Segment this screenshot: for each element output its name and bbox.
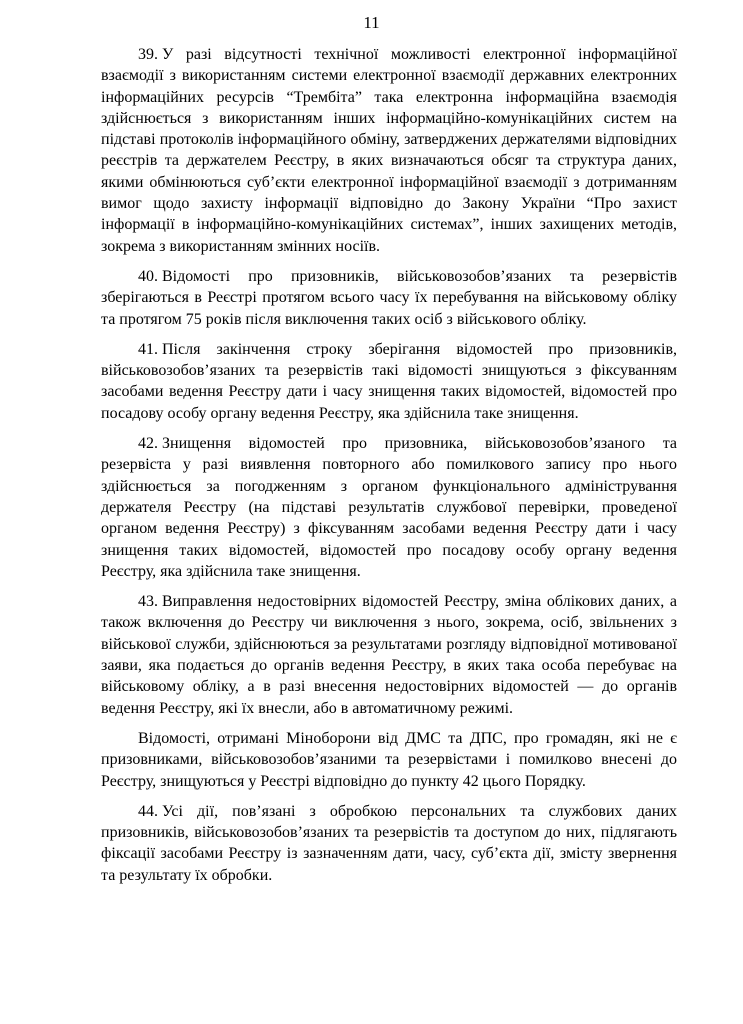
- paragraph-number: 44.: [138, 802, 158, 820]
- paragraph-text: Виправлення недостовірних відомостей Реєстру, зміна облікових даних, а також включення до Реєстру чи виключення з нього, зокрема, осіб, звільнених з військової служби, здійснюються за результатами розгляду відповідної мотивованої заяви, яка подається до органів ведення Реєстру, в яких така особа перебуває на військовому обліку, а в разі внесення недостовірних відомостей — до органів ведення Реєстру, які їх внесли, або в автоматичному режимі.: [101, 593, 677, 717]
- paragraph-number: 39.: [138, 46, 158, 63]
- paragraph-43-continuation: [101, 728, 677, 792]
- paragraph-text: У разі відсутності технічної можливості електронної інформаційної взаємодії з використанням системи електронної взаємодії державних електронних інформаційних ресурсів “Трембіта” така електронна інформаційна взаємодія здійснюється з використанням інших інформаційно-комунікаційних систем на підставі протоколів інформаційного обміну, затверджених держателями відповідних реєстрів та держателем Реєстру, в яких визначаються обсяг та структура даних, якими обмінюються суб’єкти електронної інформаційної взаємодії з дотриманням вимог щодо захисту інформації відповідно до Закону України “Про захист інформації в інформаційно-комунікаційних системах”, інших захищених методів, зокрема з використанням змінних носіїв.: [101, 46, 677, 255]
- paragraph-43: [101, 591, 677, 719]
- paragraph-number: 41.: [138, 340, 158, 358]
- paragraph-number: 43.: [138, 593, 158, 611]
- paragraph-41: [101, 339, 677, 424]
- paragraph-number: 40.: [138, 267, 158, 285]
- paragraph-44: [101, 801, 677, 886]
- paragraph-42: [101, 433, 677, 582]
- document-body: [101, 44, 677, 886]
- page-number: 11: [363, 13, 380, 32]
- paragraph-text: Усі дії, пов’язані з обробкою персональних та службових даних призовників, військовозобов’язаних та резервістів та доступом до них, підлягають фіксації засобами Реєстру із зазначенням дати, часу, суб’єкта дії, змісту звернення та результату їх обробки.: [101, 802, 677, 884]
- paragraph-39: [101, 44, 677, 257]
- paragraph-text: Відомості про призовників, військовозобов’язаних та резервістів зберігаються в Реєстрі протягом всього часу їх перебування на військовому обліку та протягом 75 років після виключення таких осіб з військового обліку.: [101, 267, 677, 328]
- paragraph-text: Після закінчення строку зберігання відомостей про призовників, військовозобов’язаних та резервістів такі відомості знищуються з фіксуванням засобами ведення Реєстру дати і часу знищення таких відомостей, відомостей про посадову особу органу ведення Реєстру, яка здійснила таке знищення.: [101, 340, 677, 422]
- paragraph-text: Відомості, отримані Міноборони від ДМС та ДПС, про громадян, які не є призовниками, військовозобов’язаними та резервістами і помилково внесені до Реєстру, знищуються у Реєстрі відповідно до пункту 42 цього Порядку.: [101, 729, 677, 790]
- paragraph-40: [101, 266, 677, 330]
- paragraph-text: Знищення відомостей про призовника, військовозобов’язаного та резервіста у разі виявлення повторного або помилкового запису про нього здійснюється за погодженням з органом функціонального адміністрування держателя Реєстру (на підставі результатів службової перевірки, проведеної органом ведення Реєстру) з фіксуванням засобами ведення Реєстру дати і часу знищення таких відомостей, відомостей про посадову особу органу ведення Реєстру, яка здійснила таке знищення.: [101, 435, 677, 580]
- paragraph-number: 42.: [138, 435, 158, 453]
